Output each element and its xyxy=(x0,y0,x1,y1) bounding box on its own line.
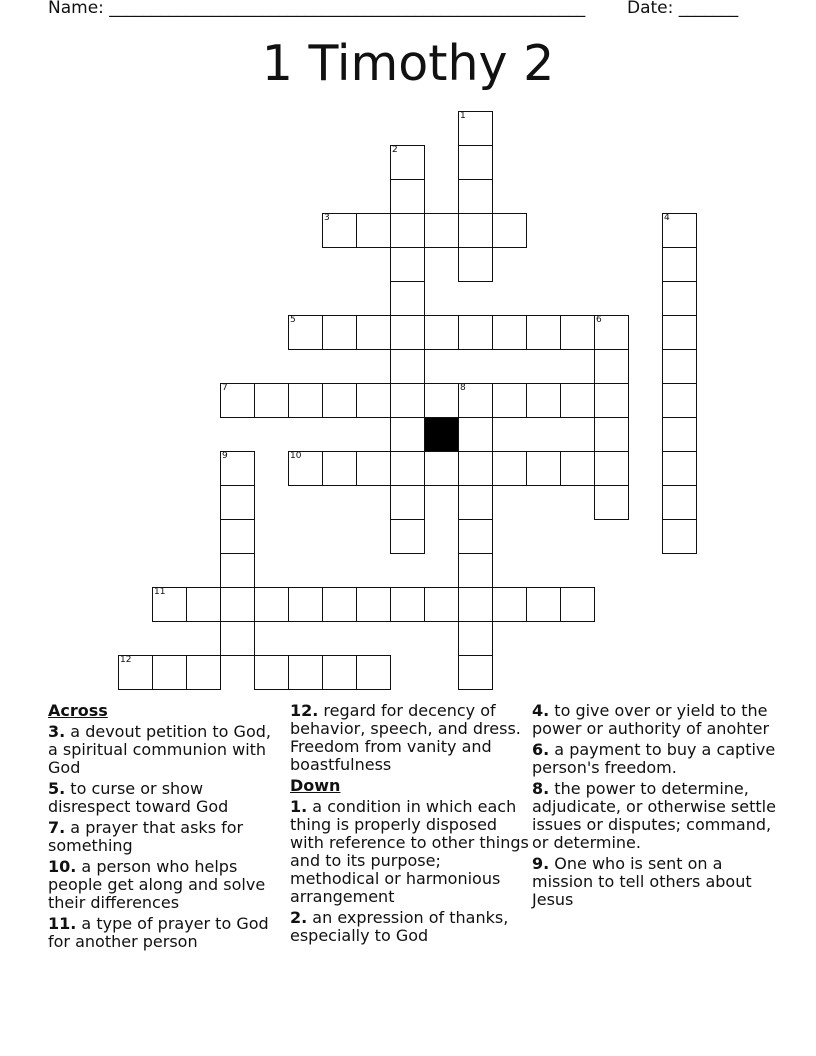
down-heading: Down xyxy=(290,776,341,795)
grid-cell[interactable] xyxy=(526,383,561,418)
cell-number: 8 xyxy=(460,383,466,393)
grid-cell[interactable] xyxy=(390,417,425,452)
cell-number: 5 xyxy=(290,315,296,325)
across-clue-10 xyxy=(48,858,284,912)
clues-column-3 xyxy=(532,702,777,912)
black-cell xyxy=(424,417,459,452)
clue-number: 5. xyxy=(48,779,66,798)
cell-number: 12 xyxy=(120,655,132,665)
clue-text: a payment to buy a captive person's freedom. xyxy=(532,740,776,777)
grid-cell[interactable] xyxy=(458,485,493,520)
grid-cell[interactable] xyxy=(662,417,697,452)
cell-number: 10 xyxy=(290,451,302,461)
date-field-label: Date: _______ xyxy=(627,0,739,18)
grid-cell[interactable] xyxy=(356,315,391,350)
numbered-cell-8[interactable] xyxy=(458,383,493,418)
clue-text: an expression of thanks, especially to God xyxy=(290,908,509,945)
grid-cell[interactable] xyxy=(594,349,629,384)
clue-text: regard for decency of behavior, speech, and dress. Freedom from vanity and boastfulness xyxy=(290,701,521,774)
across-clue-3 xyxy=(48,723,284,777)
grid-cell[interactable] xyxy=(322,315,357,350)
numbered-cell-1[interactable] xyxy=(458,111,493,146)
grid-cell[interactable] xyxy=(458,621,493,656)
clues-column-1 xyxy=(48,702,284,954)
clue-number: 8. xyxy=(532,779,550,798)
down-clue-1 xyxy=(290,798,530,906)
grid-cell[interactable] xyxy=(492,451,527,486)
grid-cell[interactable] xyxy=(458,145,493,180)
grid-cell[interactable] xyxy=(560,383,595,418)
puzzle-title: 1 Timothy 2 xyxy=(261,35,555,92)
clues-column-2 xyxy=(290,702,530,948)
grid-cell[interactable] xyxy=(254,655,289,690)
clue-text: a person who helps people get along and solve their differences xyxy=(48,857,266,912)
grid-cell[interactable] xyxy=(390,179,425,214)
cell-number: 3 xyxy=(324,213,330,223)
cell-number: 2 xyxy=(392,145,398,155)
clue-number: 7. xyxy=(48,818,66,837)
grid-cell[interactable] xyxy=(526,587,561,622)
grid-cell[interactable] xyxy=(424,451,459,486)
grid-cell[interactable] xyxy=(220,587,255,622)
grid-cell[interactable] xyxy=(526,451,561,486)
grid-cell[interactable] xyxy=(458,553,493,588)
grid-cell[interactable] xyxy=(390,349,425,384)
clue-number: 1. xyxy=(290,797,308,816)
clue-text: to give over or yield to the power or authority of anohter xyxy=(532,701,770,738)
clue-text: the power to determine, adjudicate, or otherwise settle issues or disputes; command, or determine. xyxy=(532,779,776,852)
grid-cell[interactable] xyxy=(220,519,255,554)
across-heading: Across xyxy=(48,701,108,720)
numbered-cell-3[interactable] xyxy=(322,213,357,248)
down-clue-4 xyxy=(532,702,777,738)
grid-cell[interactable] xyxy=(662,349,697,384)
grid-cell[interactable] xyxy=(254,587,289,622)
grid-cell[interactable] xyxy=(458,213,493,248)
grid-cell[interactable] xyxy=(186,587,221,622)
grid-cell[interactable] xyxy=(424,213,459,248)
numbered-cell-10[interactable] xyxy=(288,451,323,486)
numbered-cell-9[interactable] xyxy=(220,451,255,486)
clue-text: a condition in which each thing is properly disposed with reference to other things and to its purpose; methodical or harmonious arrangement xyxy=(290,797,529,906)
grid-cell[interactable] xyxy=(220,485,255,520)
grid-cell[interactable] xyxy=(152,655,187,690)
grid-cell[interactable] xyxy=(458,451,493,486)
cell-number: 4 xyxy=(664,213,670,223)
grid-cell[interactable] xyxy=(458,587,493,622)
numbered-cell-12[interactable] xyxy=(118,655,153,690)
grid-cell[interactable] xyxy=(560,315,595,350)
grid-cell[interactable] xyxy=(186,655,221,690)
clue-text: a type of prayer to God for another person xyxy=(48,914,269,951)
grid-cell[interactable] xyxy=(220,621,255,656)
clue-text: One who is sent on a mission to tell others about Jesus xyxy=(532,854,752,909)
clue-number: 2. xyxy=(290,908,308,927)
grid-cell[interactable] xyxy=(492,383,527,418)
numbered-cell-4[interactable] xyxy=(662,213,697,248)
grid-cell[interactable] xyxy=(220,553,255,588)
grid-cell[interactable] xyxy=(662,519,697,554)
grid-cell[interactable] xyxy=(390,213,425,248)
grid-cell[interactable] xyxy=(458,417,493,452)
cell-number: 11 xyxy=(154,587,166,597)
grid-cell[interactable] xyxy=(458,655,493,690)
grid-cell[interactable] xyxy=(356,587,391,622)
grid-cell[interactable] xyxy=(458,315,493,350)
cell-number: 6 xyxy=(596,315,602,325)
grid-cell[interactable] xyxy=(526,315,561,350)
grid-cell[interactable] xyxy=(390,383,425,418)
grid-cell[interactable] xyxy=(390,247,425,282)
cell-number: 1 xyxy=(460,111,466,121)
grid-cell[interactable] xyxy=(390,587,425,622)
numbered-cell-2[interactable] xyxy=(390,145,425,180)
grid-cell[interactable] xyxy=(662,383,697,418)
grid-cell[interactable] xyxy=(662,315,697,350)
numbered-cell-11[interactable] xyxy=(152,587,187,622)
grid-cell[interactable] xyxy=(288,587,323,622)
across-clue-11 xyxy=(48,915,284,951)
grid-cell[interactable] xyxy=(662,247,697,282)
down-clue-8 xyxy=(532,780,777,852)
grid-cell[interactable] xyxy=(560,587,595,622)
grid-cell[interactable] xyxy=(254,383,289,418)
clue-text: a devout petition to God, a spiritual communion with God xyxy=(48,722,271,777)
grid-cell[interactable] xyxy=(356,213,391,248)
down-clue-6 xyxy=(532,741,777,777)
name-field-label: Name: ________________________________________________________ xyxy=(48,0,586,18)
across-clue-5 xyxy=(48,780,284,816)
numbered-cell-5[interactable] xyxy=(288,315,323,350)
grid-cell[interactable] xyxy=(288,655,323,690)
numbered-cell-7[interactable] xyxy=(220,383,255,418)
grid-cell[interactable] xyxy=(594,485,629,520)
clue-text: to curse or show disrespect toward God xyxy=(48,779,229,816)
numbered-cell-6[interactable] xyxy=(594,315,629,350)
grid-cell[interactable] xyxy=(662,281,697,316)
grid-cell[interactable] xyxy=(390,451,425,486)
grid-cell[interactable] xyxy=(560,451,595,486)
grid-cell[interactable] xyxy=(322,655,357,690)
clue-number: 10. xyxy=(48,857,77,876)
grid-cell[interactable] xyxy=(390,519,425,554)
clue-number: 6. xyxy=(532,740,550,759)
grid-cell[interactable] xyxy=(390,281,425,316)
grid-cell[interactable] xyxy=(322,451,357,486)
grid-cell[interactable] xyxy=(390,485,425,520)
grid-cell[interactable] xyxy=(492,315,527,350)
grid-cell[interactable] xyxy=(662,485,697,520)
grid-cell[interactable] xyxy=(424,315,459,350)
grid-cell[interactable] xyxy=(356,655,391,690)
grid-cell[interactable] xyxy=(458,179,493,214)
cell-number: 9 xyxy=(222,451,228,461)
grid-cell[interactable] xyxy=(594,417,629,452)
grid-cell[interactable] xyxy=(594,383,629,418)
grid-cell[interactable] xyxy=(424,383,459,418)
grid-cell[interactable] xyxy=(288,383,323,418)
down-clue-9 xyxy=(532,855,777,909)
grid-cell[interactable] xyxy=(356,383,391,418)
grid-cell[interactable] xyxy=(424,587,459,622)
clue-number: 3. xyxy=(48,722,66,741)
grid-cell[interactable] xyxy=(322,383,357,418)
grid-cell[interactable] xyxy=(322,587,357,622)
clue-text: a prayer that asks for something xyxy=(48,818,244,855)
grid-cell[interactable] xyxy=(492,213,527,248)
clue-number: 4. xyxy=(532,701,550,720)
grid-cell[interactable] xyxy=(594,451,629,486)
across-clue-7 xyxy=(48,819,284,855)
cell-number: 7 xyxy=(222,383,228,393)
grid-cell[interactable] xyxy=(458,519,493,554)
grid-cell[interactable] xyxy=(492,587,527,622)
grid-cell[interactable] xyxy=(662,451,697,486)
grid-cell[interactable] xyxy=(458,247,493,282)
grid-cell[interactable] xyxy=(356,451,391,486)
across-clue-12 xyxy=(290,702,530,774)
clue-number: 12. xyxy=(290,701,319,720)
clue-number: 9. xyxy=(532,854,550,873)
clue-number: 11. xyxy=(48,914,77,933)
down-clue-2 xyxy=(290,909,530,945)
grid-cell[interactable] xyxy=(390,315,425,350)
